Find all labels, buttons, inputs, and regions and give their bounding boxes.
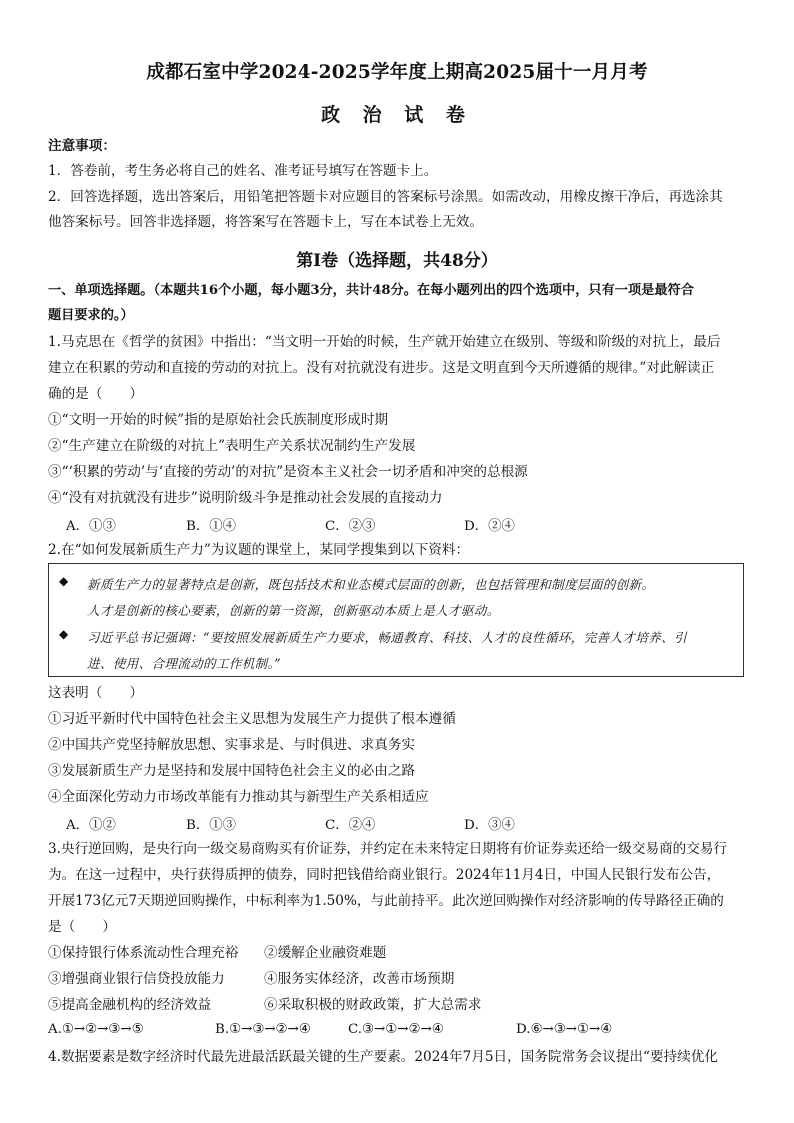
q2-material-line: 人才是创新的核心要素，创新的第一资源，创新驱动本质上是人才驱动。 xyxy=(87,603,500,618)
q3-statement: ⑤提高金融机构的经济效益 xyxy=(48,997,212,1013)
q3-stem: 为。在这一过程中，央行获得质押的债券，同时把钱借给商业银行。2024年11月4日，中国人民银行发布公告， xyxy=(48,867,721,883)
q2-statement: ①习近平新时代中国特色社会主义思想为发展生产力提供了根本遵循 xyxy=(48,711,456,727)
q2-option-b: B．①③ xyxy=(186,818,237,833)
q1-statement: ②“生产建立在阶级的对抗上”表明生产关系状况制约生产发展 xyxy=(48,438,416,454)
q1-statement: ③“‘积累的劳动’与‘直接的劳动’的对抗”是资本主义社会一切矛盾和冲突的总根源 xyxy=(48,464,528,480)
section-heading: 第Ⅰ卷（选择题，共48分） xyxy=(296,251,498,271)
q3-statement: ②缓解企业融资难题 xyxy=(264,945,387,961)
notice-heading: 注意事项： xyxy=(48,138,116,154)
notice-line: 2．回答选择题，选出答案后，用铅笔把答题卡对应题目的答案标号涂黑。如需改动，用橡皮擦干净后，再选涂其 xyxy=(48,189,723,205)
q2-material-box xyxy=(48,563,744,677)
exam-subtitle: 政 治 试 卷 xyxy=(321,104,473,126)
q3-stem: 开展173亿元7天期逆回购操作，中标利率为1.50%，与此前持平。此次逆回购操作对经济影响的传导路径正确的 xyxy=(48,893,724,909)
q3-statement: ③增强商业银行信贷投放能力 xyxy=(48,971,225,987)
notice-line: 1．答卷前，考生务必将自己的姓名、准考证号填写在答题卡上。 xyxy=(48,163,438,179)
q3-option-a: A.①→②→③→⑤ xyxy=(48,1022,144,1037)
q1-stem: 确的是（ ） xyxy=(48,386,144,402)
q1-option-a: A．①③ xyxy=(66,519,116,534)
q3-statement: ④服务实体经济，改善市场预期 xyxy=(264,971,455,987)
q3-statement: ①保持银行体系流动性合理充裕 xyxy=(48,945,239,961)
q3-stem: 3.央行逆回购，是央行向一级交易商购买有价证券，并约定在未来特定日期将有价证券卖还给一级交易商的交易行 xyxy=(48,841,728,857)
bullet-diamond-icon: ◆ xyxy=(59,627,69,641)
q2-option-a: A．①② xyxy=(66,818,116,833)
q2-ask: 这表明（ ） xyxy=(48,685,144,701)
q1-stem: 1.马克思在《哲学的贫困》中指出：“当文明一开始的时候，生产就开始建立在级别、等级和阶级的对抗上，最后 xyxy=(48,334,721,350)
notice-line: 他答案标号。回答非选择题，将答案写在答题卡上，写在本试卷上无效。 xyxy=(48,214,483,230)
q1-option-d: D．②④ xyxy=(464,519,515,534)
q2-stem: 2.在“如何发展新质生产力”为议题的课堂上，某同学搜集到以下资料： xyxy=(48,542,470,558)
q1-option-c: C．②③ xyxy=(325,519,376,534)
q3-statement: ⑥采取积极的财政政策，扩大总需求 xyxy=(264,997,482,1013)
section-instructions: 题目要求的。） xyxy=(48,308,134,323)
q2-statement: ④全面深化劳动力市场改革能有力推动其与新型生产关系相适应 xyxy=(48,789,429,805)
q2-material-line: 习近平总书记强调：“要按照发展新质生产力要求，畅通教育、科技、人才的良性循环，完善人才培养、引 xyxy=(87,630,687,645)
exam-title: 成都石室中学2024-2025学年度上期高2025届十一月月考 xyxy=(146,62,648,83)
q3-stem: 是（ ） xyxy=(48,919,116,935)
q2-statement: ③发展新质生产力是坚持和发展中国特色社会主义的必由之路 xyxy=(48,763,416,779)
section-instructions: 一、单项选择题。（本题共16个小题，每小题3分，共计48分。在每小题列出的四个选项中，只有一项是最符合 xyxy=(48,283,694,298)
q2-statement: ②中国共产党坚持解放思想、实事求是、与时俱进、求真务实 xyxy=(48,737,416,753)
q2-option-c: C．②④ xyxy=(325,818,376,833)
q1-stem: 建立在积累的劳动和直接的劳动的对抗上。没有对抗就没有进步。这是文明直到今天所遵循的规律。”对此解读正 xyxy=(48,360,715,376)
bullet-diamond-icon: ◆ xyxy=(59,574,69,588)
q2-option-d: D．③④ xyxy=(464,818,515,833)
q2-material-line: 进、使用、合理流动的工作机制。” xyxy=(87,656,281,671)
q3-option-c: C.③→①→②→④ xyxy=(348,1022,444,1037)
q3-option-b: B.①→③→②→④ xyxy=(215,1022,311,1037)
q2-material-line: 新质生产力的显著特点是创新，既包括技术和业态模式层面的创新，也包括管理和制度层面的创新。 xyxy=(87,577,655,592)
q4-stem: 4.数据要素是数字经济时代最先进最活跃最关键的生产要素。2024年7月5日，国务院常务会议提出“要持续优化 xyxy=(48,1049,718,1065)
q1-option-b: B．①④ xyxy=(186,519,237,534)
q1-statement: ④“没有对抗就没有进步”说明阶级斗争是推动社会发展的直接动力 xyxy=(48,490,443,506)
q1-statement: ①“文明一开始的时候”指的是原始社会氏族制度形成时期 xyxy=(48,412,389,428)
q3-option-d: D.⑥→③→①→④ xyxy=(516,1022,613,1037)
